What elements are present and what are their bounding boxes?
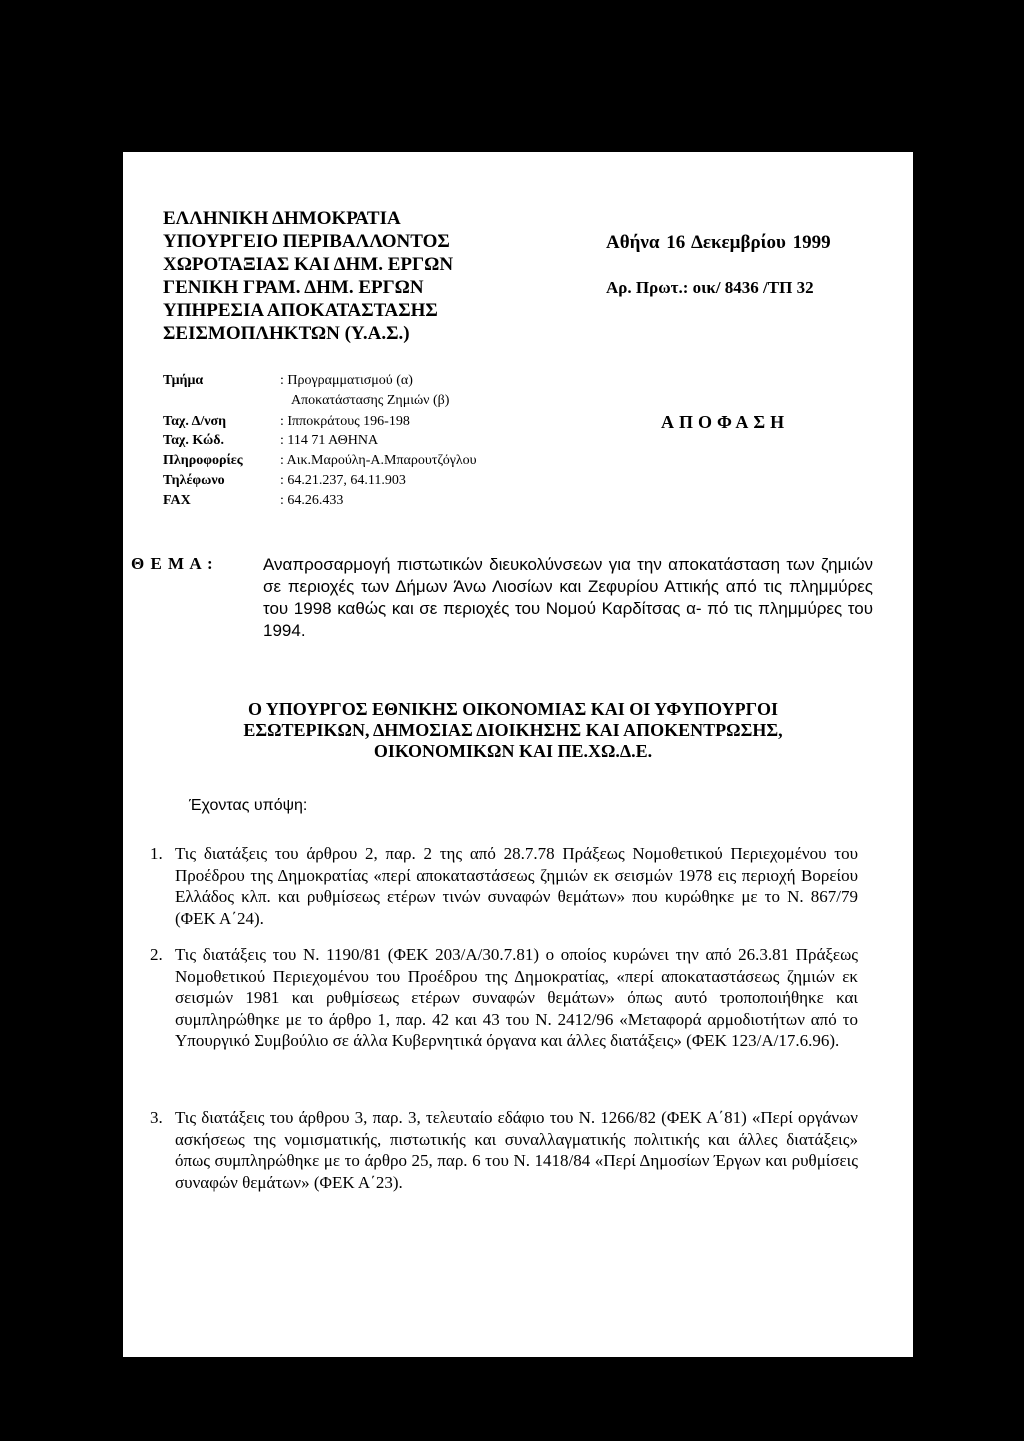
fax-label: FAX bbox=[163, 493, 191, 508]
header-line: ΓΕΝΙΚΗ ΓΡΑΜ. ΔΗΜ. ΕΡΓΩΝ bbox=[163, 277, 424, 298]
list-item bbox=[150, 1107, 858, 1193]
postcode-value: : 114 71 ΑΘΗΝΑ bbox=[280, 433, 379, 448]
phone-value: : 64.21.237, 64.11.903 bbox=[280, 473, 406, 488]
section-label: Τμήμα bbox=[163, 373, 204, 388]
subject-label: Θ Ε Μ Α : bbox=[131, 554, 214, 573]
list-item bbox=[150, 944, 858, 1052]
address-label: Ταχ. Δ/νση bbox=[163, 414, 227, 429]
header-line: ΥΠΟΥΡΓΕΙΟ ΠΕΡΙΒΑΛΛΟΝΤΟΣ bbox=[163, 231, 450, 252]
issuer-header bbox=[163, 207, 453, 345]
postcode-label: Ταχ. Κώδ. bbox=[163, 433, 224, 448]
header-line: ΣΕΙΣΜΟΠΛΗΚΤΩΝ (Υ.Α.Σ.) bbox=[163, 323, 410, 344]
decision-title: ΑΠΟΦΑΣΗ bbox=[661, 412, 790, 432]
minister-heading-line: Ο ΥΠΟΥΡΓΟΣ ΕΘΝΙΚΗΣ ΟΙΚΟΝΟΜΙΑΣ ΚΑΙ ΟΙ ΥΦΥΠΟΥΡΓΟΙ bbox=[247, 699, 779, 719]
header-line: ΕΛΛΗΝΙΚΗ ΔΗΜΟΚΡΑΤΙΑ bbox=[163, 208, 401, 229]
header-line: ΥΠΗΡΕΣΙΑ ΑΠΟΚΑΤΑΣΤΑΣΗΣ bbox=[163, 300, 438, 321]
item-number: 2. bbox=[150, 945, 163, 964]
item-text: Τις διατάξεις του Ν. 1190/81 (ΦΕΚ 203/Α/30.7.81) ο οποίος κυρώνει την από 26.3.81 Πράξεως Νομοθετικού Περιεχομένου του Προέδρου της Δημοκρατίας, «περί αποκαταστάσεως ζημιών εκ σεισμών 1981 και ρυθμίσεως ετέρων συναφών θεμάτων» όπως αυτό τροποποιήθηκε και συμπληρώθηκε με το άρθρο 1, παρ. 42 και 43 του Ν. 2412/96 «Μεταφορά αρμοδιοτήτων από το Υπουργικό Συμβούλιο σε άλλα Κυβερνητικά όργανα και άλλες διατάξεις» (ΦΕΚ 123/Α/17.6.96). bbox=[175, 945, 858, 1050]
address-value: : Ιπποκράτους 196-198 bbox=[280, 414, 410, 429]
section-value: : Προγραμματισμού (α) bbox=[280, 373, 413, 388]
minister-heading bbox=[183, 699, 843, 762]
item-text: Τις διατάξεις του άρθρου 3, παρ. 3, τελευταίο εδάφιο του Ν. 1266/82 (ΦΕΚ Α΄81) «Περί οργάνων ασκήσεως της νομισματικής, πιστωτικής και συναλλαγματικής πολιτικής και άλλες διατάξεις» όπως συμπληρώθηκε με το άρθρο 25, παρ. 6 του Ν. 1418/84 «Περί Δημοσίων Έργων και ρυθμίσεις συναφών θεμάτων» (ΦΕΚ Α΄23). bbox=[175, 1108, 858, 1192]
subject-text: Αναπροσαρμογή πιστωτικών διευκολύνσεων για την αποκατάσταση των ζημιών σε περιοχές των Δήμων Άνω Λιοσίων και Ζεφυρίου Αττικής από τις πλημμύρες του 1998 καθώς και σε περιοχές του Νομού Καρδίτσας α- πό τις πλημμύρες του 1994. bbox=[263, 555, 873, 640]
header-line: ΧΩΡΟΤΑΞΙΑΣ ΚΑΙ ΔΗΜ. ΕΡΓΩΝ bbox=[163, 254, 454, 275]
info-label: Πληροφορίες bbox=[163, 453, 243, 468]
fax-value: : 64.26.433 bbox=[280, 493, 344, 508]
minister-heading-line: ΟΙΚΟΝΟΜΙΚΩΝ ΚΑΙ ΠΕ.ΧΩ.Δ.Ε. bbox=[373, 741, 653, 761]
list-item bbox=[150, 843, 858, 929]
info-value: : Αικ.Μαρούλη-Α.Μπαρουτζόγλου bbox=[280, 453, 477, 468]
phone-label: Τηλέφωνο bbox=[163, 473, 225, 488]
item-number: 1. bbox=[150, 844, 163, 863]
item-number: 3. bbox=[150, 1108, 163, 1127]
document-page bbox=[123, 152, 913, 1357]
section-value-continued: Αποκατάστασης Ζημιών (β) bbox=[291, 393, 450, 408]
considering-label: Έχοντας υπόψη: bbox=[189, 797, 308, 814]
minister-heading-line: ΕΣΩΤΕΡΙΚΩΝ, ΔΗΜΟΣΙΑΣ ΔΙΟΙΚΗΣΗΣ ΚΑΙ ΑΠΟΚΕΝΤΡΩΣΗΣ, bbox=[243, 720, 783, 740]
item-text: Τις διατάξεις του άρθρου 2, παρ. 2 της από 28.7.78 Πράξεως Νομοθετικού Περιεχομένου του Προέδρου της Δημοκρατίας «περί αποκαταστάσεως ζημιών εκ σεισμών 1978 εις περιοχή Βορείου Ελλάδος κλπ. και ρυθμίσεως ετέρων τινών συναφών θεμάτων» που κυρώθηκε με το Ν. 867/79 (ΦΕΚ Α΄24). bbox=[175, 844, 858, 928]
document-date: Αθήνα 16 Δεκεμβρίου 1999 bbox=[606, 232, 831, 253]
protocol-number: Αρ. Πρωτ.: οικ/ 8436 /ΤΠ 32 bbox=[606, 278, 814, 297]
